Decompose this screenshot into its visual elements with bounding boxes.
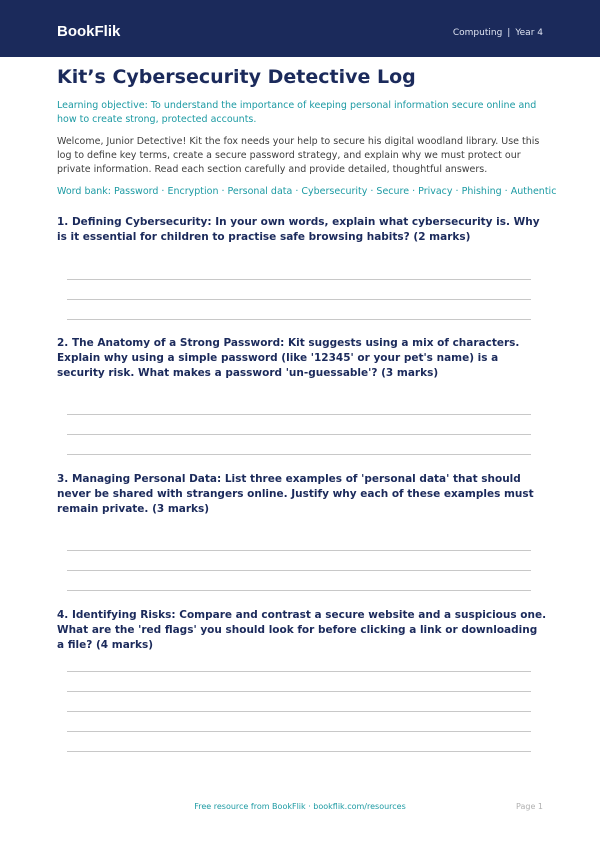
question-2: 2. The Anatomy of a Strong Password: Kit suggests using a mix of characters. Explain why using a simple password (like '12345' or your pet's name) is a security risk. What makes a password 'un-guessable'? (3 marks)	[57, 337, 520, 379]
answer-line[interactable]	[67, 731, 531, 732]
year-label: Year 4	[515, 28, 543, 38]
question-4: 4. Identifying Risks: Compare and contrast a secure website and a suspicious one. What are the 'red flags' you should look for before clicking a link or downloading a file? (4 marks)	[57, 609, 547, 651]
intro-paragraph: Welcome, Junior Detective! Kit the fox needs your help to secure his digital woodland library. Use this log to define key terms, create a secure password strategy, and explain why we must protect our private information. Read each section carefully and provide detailed, thoughtful answers.	[57, 136, 540, 175]
separator: |	[507, 28, 511, 38]
answer-line[interactable]	[67, 454, 531, 455]
answer-line[interactable]	[67, 299, 531, 300]
page-title: Kit’s Cybersecurity Detective Log	[57, 66, 416, 88]
subject-label: Computing	[452, 28, 503, 38]
answer-line[interactable]	[67, 711, 531, 712]
page-number: Page 1	[516, 802, 543, 811]
answer-line[interactable]	[67, 414, 531, 415]
learning-objective: Learning objective: To understand the importance of keeping personal information secure online and how to create strong, protected accounts.	[57, 100, 537, 125]
brand-logo: BookFlik	[57, 23, 121, 40]
answer-line[interactable]	[67, 319, 531, 320]
answer-line[interactable]	[67, 590, 531, 591]
question-3: 3. Managing Personal Data: List three examples of 'personal data' that should never be shared with strangers online. Justify why each of these examples must remain private. (3 marks)	[57, 473, 534, 515]
answer-line[interactable]	[67, 550, 531, 551]
answer-line[interactable]	[67, 751, 531, 752]
answer-line[interactable]	[67, 691, 531, 692]
top-banner	[0, 0, 600, 57]
word-bank: Word bank: Password · Encryption · Personal data · Cybersecurity · Secure · Privacy · Phishing · Authentic	[57, 186, 557, 197]
footer-credit: Free resource from BookFlik · bookflik.com/resources	[194, 802, 406, 811]
answer-line[interactable]	[67, 671, 531, 672]
answer-line[interactable]	[67, 434, 531, 435]
answer-line[interactable]	[67, 279, 531, 280]
answer-line[interactable]	[67, 570, 531, 571]
question-1: 1. Defining Cybersecurity: In your own words, explain what cybersecurity is. Why is it essential for children to practise safe browsing habits? (2 marks)	[57, 216, 540, 243]
subject-year-label	[453, 28, 543, 38]
